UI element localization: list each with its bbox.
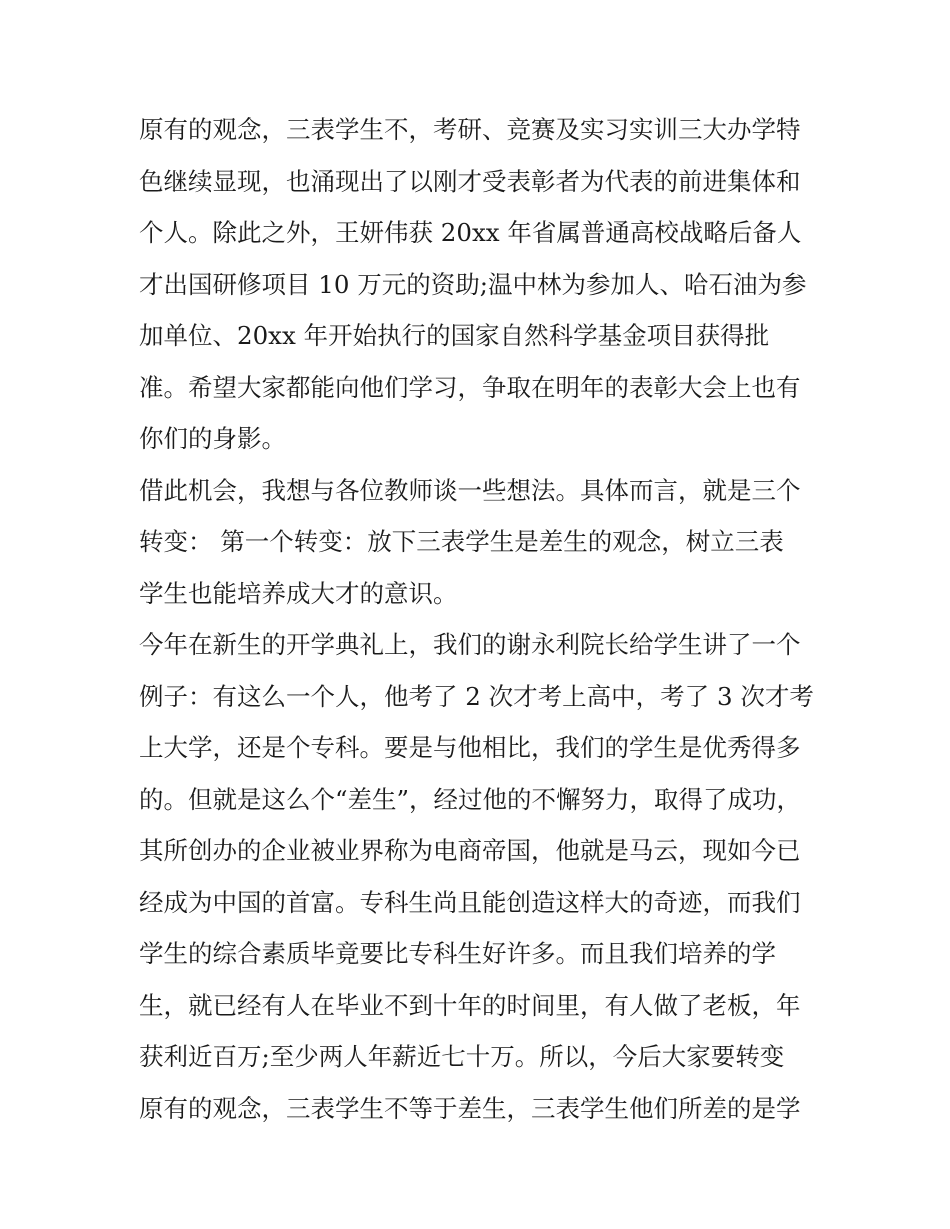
text-line: 才出国研修项目 10 万元的资助;温中林为参加人、哈石油为参 <box>139 269 807 299</box>
text-line: 获利近百万;至少两人年薪近七十万。所以，今后大家要转变 <box>139 1042 785 1071</box>
text-line: 原有的观念，三表学生不等于差生，三表学生他们所差的是学 <box>139 1093 801 1123</box>
text-line: 原有的观念，三表学生不，考研、竞赛及实习实训三大办学特 <box>139 115 801 144</box>
text-line: 学生也能培养成大才的意识。 <box>139 578 458 608</box>
text-line: 今年在新生的开学典礼上，我们的谢永利院长给学生讲了一个 <box>139 630 801 659</box>
text-line: 你们的身影。 <box>139 424 286 453</box>
text-line: 其所创办的企业被业界称为电商帝国，他就是马云，现如今已 <box>139 836 801 865</box>
text-line: 转变： 第一个转变：放下三表学生是差生的观念，树立三表 <box>139 527 784 556</box>
text-line: 生，就已经有人在毕业不到十年的时间里，有人做了老板，年 <box>139 990 801 1020</box>
text-line: 上大学，还是个专科。要是与他相比，我们的学生是优秀得多 <box>139 733 801 762</box>
text-line: 加单位、20xx 年开始执行的国家自然科学基金项目获得批 <box>139 321 770 350</box>
text-line: 经成为中国的首富。专科生尚且能创造这样大的奇迹，而我们 <box>139 887 801 917</box>
body-text <box>139 104 819 1134</box>
text-line: 例子：有这么一个人，他考了 2 次才考上高中，考了 3 次才考 <box>139 681 814 711</box>
text-line: 借此机会，我想与各位教师谈一些想法。具体而言，就是三个 <box>139 475 801 505</box>
text-line: 学生的综合素质毕竟要比专科生好许多。而且我们培养的学 <box>139 939 776 968</box>
text-line: 色继续显现，也涌现出了以刚才受表彰者为代表的前进集体和 <box>139 166 801 196</box>
text-line: 个人。除此之外，王妍伟获 20xx 年省属普通高校战略后备人 <box>139 218 802 247</box>
text-line: 的。但就是这么个“差生”，经过他的不懈努力，取得了成功， <box>139 784 802 814</box>
text-line: 准。希望大家都能向他们学习，争取在明年的表彰大会上也有 <box>139 372 801 402</box>
